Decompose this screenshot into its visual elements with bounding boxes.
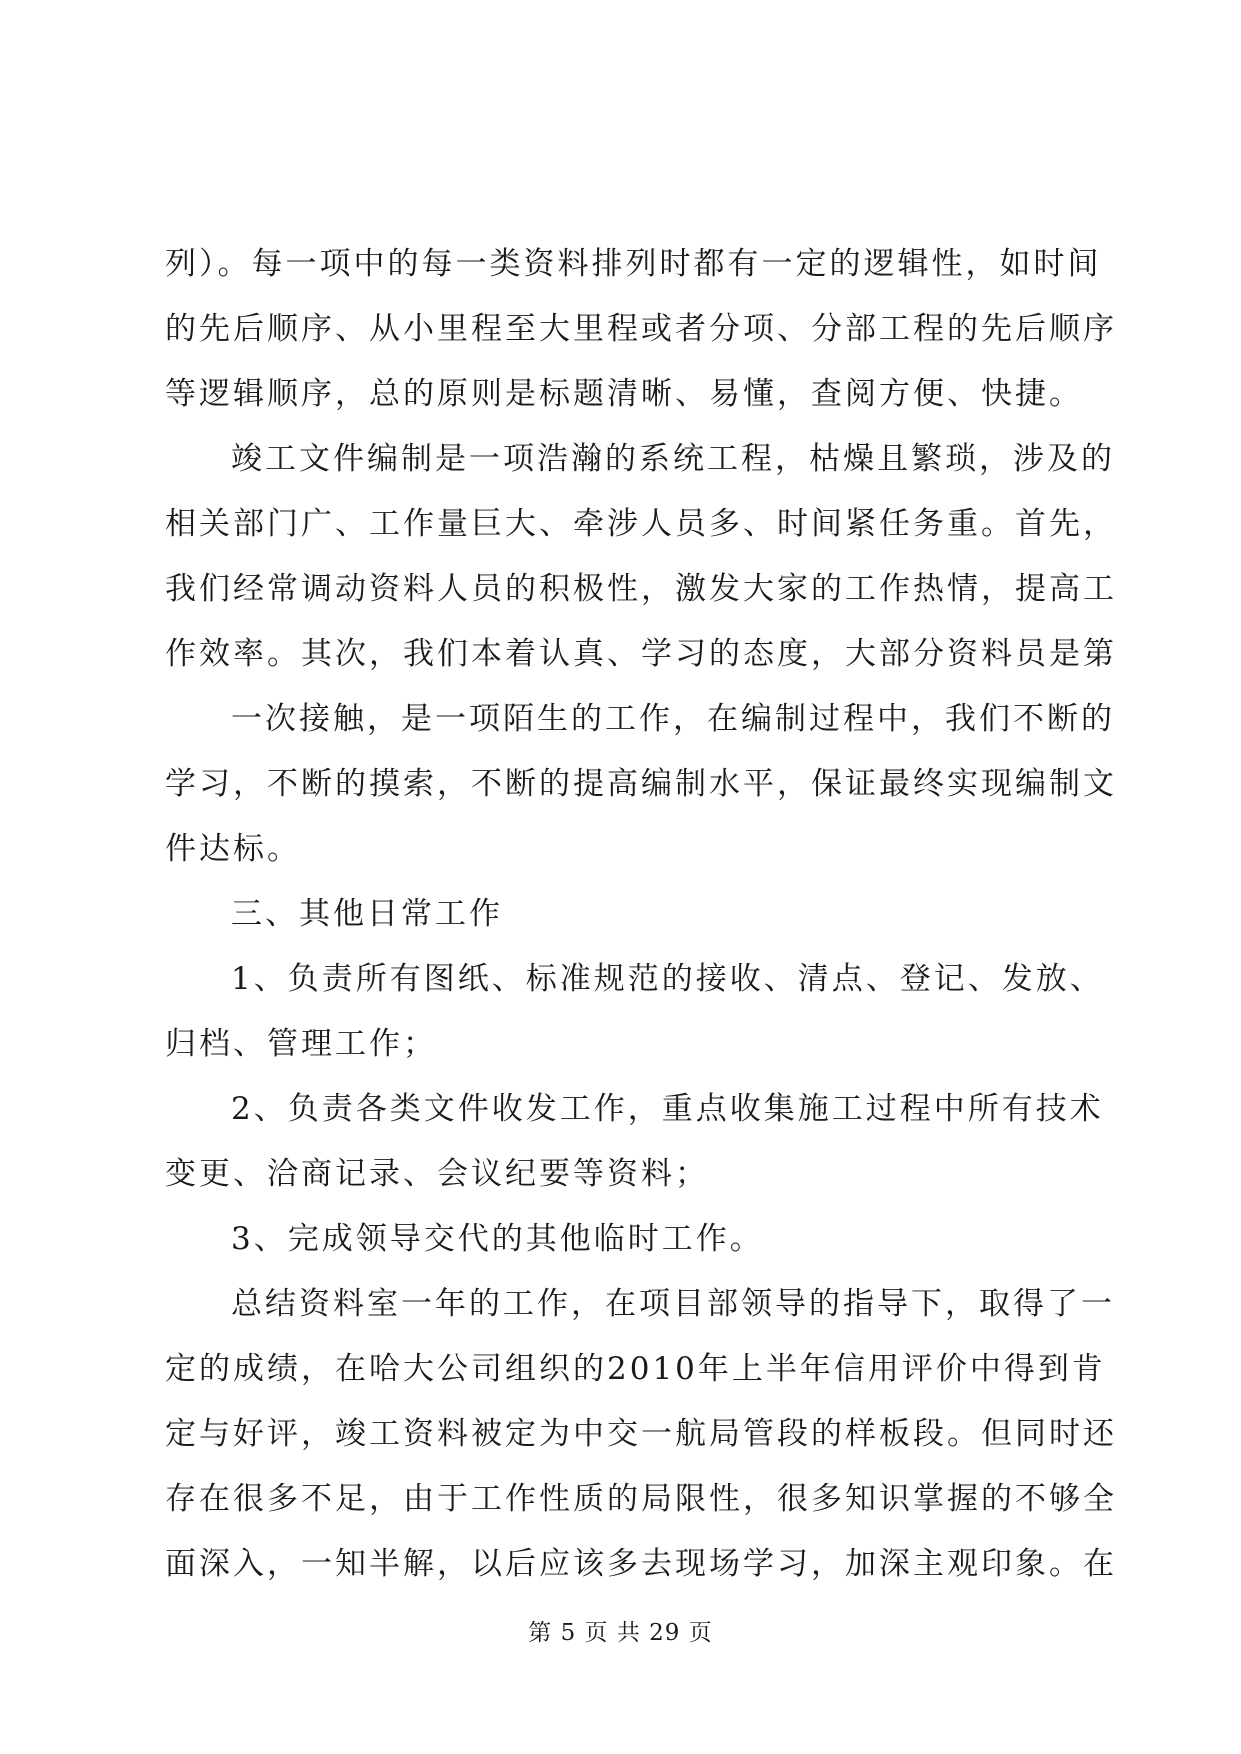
text-line: 存在很多不足，由于工作性质的局限性，很多知识掌握的不够全 [165,1481,1117,1517]
text-line: 面深入，一知半解，以后应该多去现场学习，加深主观印象。在 [165,1546,1117,1582]
list-item: 3、完成领导交代的其他临时工作。 [231,1221,764,1257]
text-line: 等逻辑顺序，总的原则是标题清晰、易懂，查阅方便、快捷。 [165,376,1083,412]
list-item: 2、负责各类文件收发工作，重点收集施工过程中所有技术 [231,1091,1104,1127]
document-body [165,232,1117,1597]
text-line: 我们经常调动资料人员的积极性，激发大家的工作热情，提高工 [165,571,1117,607]
text-line: 一次接触，是一项陌生的工作，在编制过程中，我们不断的 [231,701,1115,737]
list-item: 1、负责所有图纸、标准规范的接收、清点、登记、发放、 [231,961,1104,997]
list-item-continuation: 归档、管理工作； [165,1026,437,1062]
text-line: 学习，不断的摸索，不断的提高编制水平，保证最终实现编制文 [165,766,1117,802]
paragraph-start-line: 竣工文件编制是一项浩瀚的系统工程，枯燥且繁琐，涉及的 [231,441,1115,477]
page-footer: 第 5 页 共 29 页 [528,1620,713,1646]
text-line: 列）。每一项中的每一类资料排列时都有一定的逻辑性，如时间 [165,246,1102,282]
paragraph-start-line: 总结资料室一年的工作，在项目部领导的指导下，取得了一 [231,1286,1115,1322]
text-line: 相关部门广、工作量巨大、牵涉人员多、时间紧任务重。首先， [165,506,1117,542]
text-line: 件达标。 [165,831,301,867]
list-item-continuation: 变更、洽商记录、会议纪要等资料； [165,1156,709,1192]
text-line: 定与好评，竣工资料被定为中交一航局管段的样板段。但同时还 [165,1416,1117,1452]
text-line: 的先后顺序、从小里程至大里程或者分项、分部工程的先后顺序 [165,311,1117,347]
text-line: 作效率。其次，我们本着认真、学习的态度，大部分资料员是第 [165,636,1117,672]
text-line: 定的成绩，在哈大公司组织的2010年上半年信用评价中得到肯 [165,1351,1106,1387]
section-heading: 三、其他日常工作 [231,896,503,932]
